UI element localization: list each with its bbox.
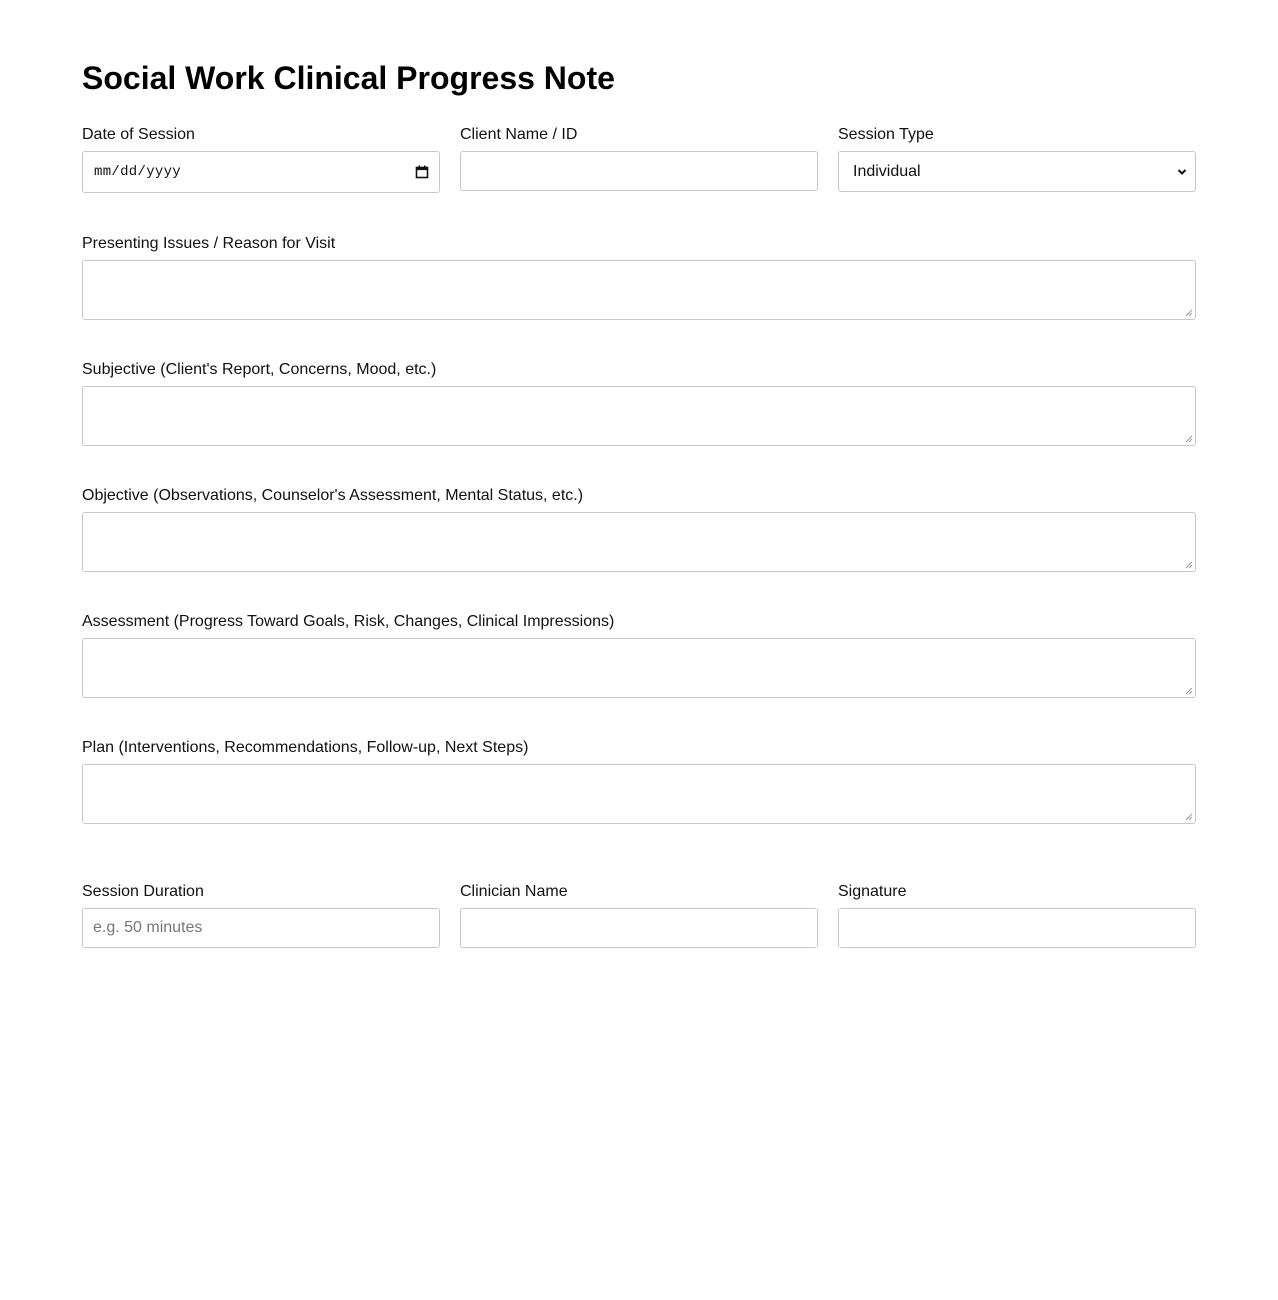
assessment-section: [82, 613, 1196, 698]
clinician-label: Clinician Name: [460, 883, 568, 900]
signature-label: Signature: [838, 883, 907, 900]
duration-placeholder: e.g. 50 minutes: [93, 919, 203, 936]
clinician-name-input[interactable]: [460, 908, 818, 948]
duration-label: Session Duration: [82, 883, 204, 900]
resize-handle-icon[interactable]: [1185, 561, 1193, 569]
subjective-section: [82, 361, 1196, 446]
objective-textarea[interactable]: [82, 512, 1196, 572]
session-type-label: Session Type: [838, 126, 934, 143]
presenting-issues-textarea[interactable]: [82, 260, 1196, 320]
date-field-group: [82, 126, 440, 193]
client-name-input[interactable]: [460, 151, 818, 191]
duration-field-group: [82, 883, 440, 948]
resize-handle-icon[interactable]: [1185, 309, 1193, 317]
presenting-issues-section: [82, 235, 1196, 320]
session-duration-input[interactable]: [82, 908, 440, 948]
page-title: Social Work Clinical Progress Note: [82, 60, 615, 96]
resize-handle-icon[interactable]: [1185, 435, 1193, 443]
signature-field-group: [838, 883, 1196, 948]
date-of-session-input[interactable]: [82, 151, 440, 193]
top-row: [82, 126, 1196, 193]
objective-label: Objective (Observations, Counselor's Assessment, Mental Status, etc.): [82, 487, 584, 504]
session-type-select[interactable]: [838, 151, 1196, 192]
signature-input[interactable]: [838, 908, 1196, 948]
assessment-textarea[interactable]: [82, 638, 1196, 698]
resize-handle-icon[interactable]: [1185, 813, 1193, 821]
subjective-textarea[interactable]: [82, 386, 1196, 446]
presenting-issues-label: Presenting Issues / Reason for Visit: [82, 235, 336, 252]
client-field-group: [460, 126, 818, 193]
date-label: Date of Session: [82, 126, 195, 143]
session-type-value: Individual: [853, 162, 921, 180]
plan-label: Plan (Interventions, Recommendations, Follow-up, Next Steps): [82, 739, 529, 756]
subjective-label: Subjective (Client's Report, Concerns, Mood, etc.): [82, 361, 437, 378]
plan-textarea[interactable]: [82, 764, 1196, 824]
clinician-field-group: [460, 883, 818, 948]
assessment-label: Assessment (Progress Toward Goals, Risk, Changes, Clinical Impressions): [82, 613, 615, 630]
resize-handle-icon[interactable]: [1185, 687, 1193, 695]
client-label: Client Name / ID: [460, 126, 578, 143]
date-placeholder: mm/dd/yyyy: [94, 164, 182, 180]
session-type-field-group: [838, 126, 1196, 193]
calendar-icon[interactable]: [415, 165, 429, 179]
chevron-down-icon: [1177, 168, 1187, 176]
objective-section: [82, 487, 1196, 572]
bottom-row: [82, 883, 1196, 948]
plan-section: [82, 739, 1196, 824]
